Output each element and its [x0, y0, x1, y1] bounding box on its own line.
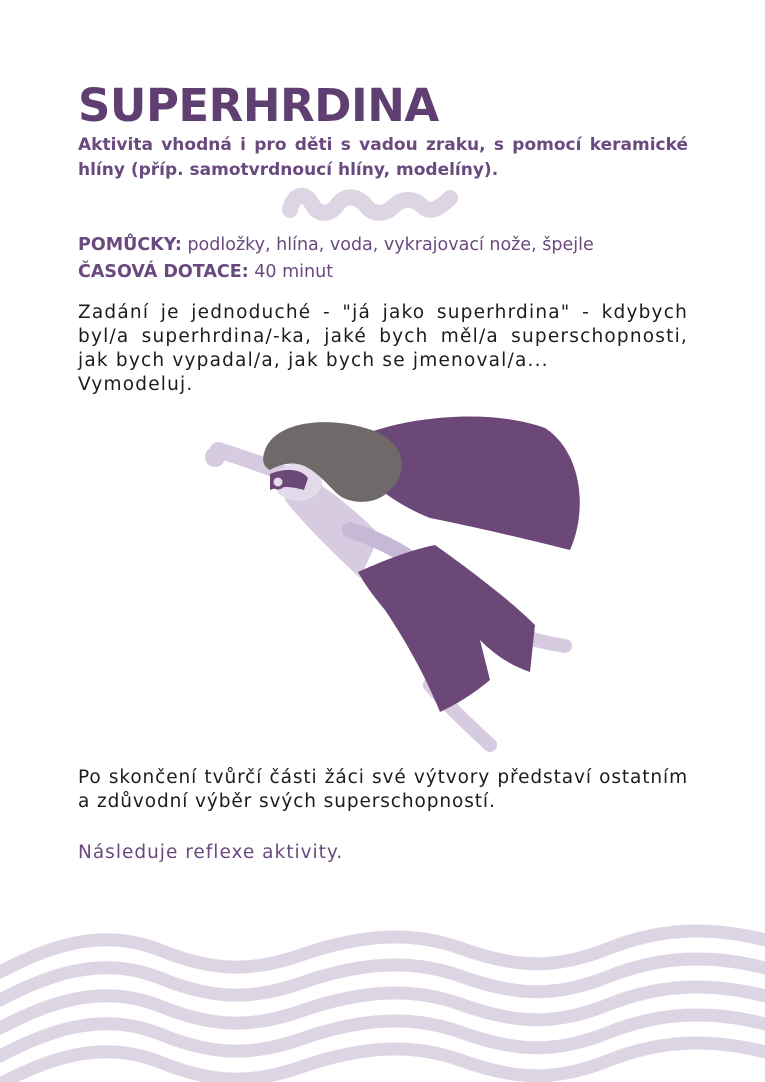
- task-text: Zadání je jednoduché - "já jako superhrdina" - kdybych byl/a superhrdina/-ka, jaké bych měl/a superschopnosti, jak bych vypadal/a, jak bych se jmenoval/a...: [78, 302, 688, 371]
- time-value: 40 minut: [248, 262, 334, 282]
- activity-subtitle: Aktivita vhodná i pro děti s vadou zraku, s pomocí keramické hlíny (příp. samotvrdnoucí hlíny, modelíny).: [78, 135, 688, 180]
- tools-value: podložky, hlína, voda, vykrajovací nože, špejle: [181, 235, 594, 255]
- decorative-squiggle: [282, 184, 462, 228]
- time-line: [78, 260, 718, 284]
- time-label: ČASOVÁ DOTACE:: [78, 262, 249, 282]
- task-instruction: Vymodeluj.: [78, 374, 194, 395]
- tools-line: [78, 233, 718, 257]
- tools-label: POMŮCKY:: [78, 235, 182, 255]
- page-title: SUPERHRDINA: [78, 79, 439, 132]
- conclusion-paragraph: Po skončení tvůrčí části žáci své výtvory představí ostatním a zdůvodní výběr svých superschopností.: [78, 767, 688, 812]
- reflection-note: Následuje reflexe aktivity.: [78, 842, 344, 863]
- trousers: [358, 545, 535, 712]
- decorative-waves: [0, 900, 765, 1082]
- task-paragraph: [78, 301, 688, 397]
- superhero-illustration: [190, 410, 590, 755]
